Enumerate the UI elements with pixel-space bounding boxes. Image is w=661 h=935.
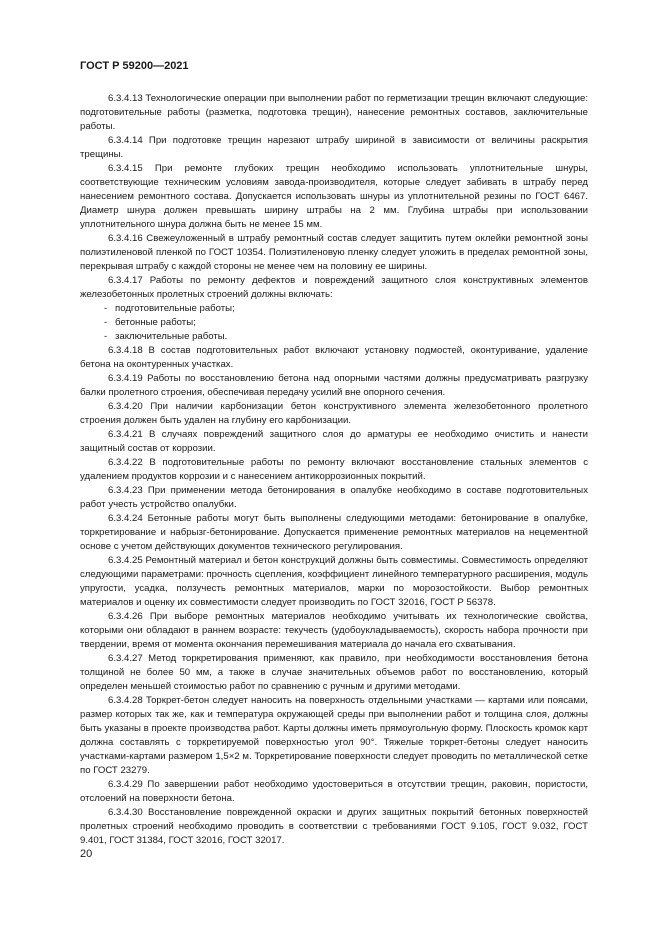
list-item-text: заключительные работы.: [115, 331, 228, 342]
paragraph: 6.3.4.19 Работы по восстановлению бетона над опорными частями должны предусматривать разгрузку балки пролетного строения, обеспечивая передачу усилий вне опорного сечения.: [80, 373, 588, 398]
paragraph: 6.3.4.14 При подготовке трещин нарезают штрабу шириной в зависимости от величины раскрытия трещины.: [80, 135, 588, 160]
paragraph: 6.3.4.17 Работы по ремонту дефектов и повреждений защитного слоя конструктивных элементов железобетонных пролетных строений должны включать:: [80, 275, 588, 300]
page-number: 20: [80, 848, 93, 860]
list-item-text: бетонные работы;: [115, 317, 196, 328]
list-item-text: подготовительные работы;: [115, 303, 235, 314]
paragraph: 6.3.4.25 Ремонтный материал и бетон конструкций должны быть совместимы. Совместимость определяют следующими параметрами: прочность сцепления, коэффициент линейного температурного расширения, модуль упругости, усадка, ползучесть ремонтных материалов, марки по морозостойкости. Выбор ремонтных материалов и оценку их совместимости следует производить по ГОСТ 32016, ГОСТ Р 56378.: [80, 555, 588, 608]
paragraph: 6.3.4.30 Восстановление поврежденной окраски и других защитных покрытий бетонных поверхностей пролетных строений необходимо проводить в соответствии с требованиями ГОСТ 9.105, ГОСТ 9.032, ГОСТ 9.401, ГОСТ 31384, ГОСТ 32016, ГОСТ 32017.: [80, 807, 588, 846]
dash-bullet: -: [104, 331, 108, 342]
paragraph: 6.3.4.15 При ремонте глубоких трещин необходимо использовать уплотнительные шнуры, соответствующие техническим условиям завода-производителя, которые следует забивать в штрабу перед нанесением ремонтного состава. Допускается использовать шнуры из уплотнительной резины по ГОСТ 6467. Диаметр шнура должен превышать ширину штрабы на 2 мм. Глубина штрабы при использовании уплотнительного шнура должна быть не менее 15 мм.: [80, 163, 588, 230]
dash-bullet: -: [104, 317, 108, 328]
paragraph: 6.3.4.22 В подготовительные работы по ремонту включают восстановление стальных элементов с удалением продуктов коррозии и с нанесением антикоррозионных покрытий.: [80, 457, 588, 482]
document-header: ГОСТ Р 59200—2021: [80, 60, 189, 72]
paragraph: 6.3.4.16 Свежеуложенный в штрабу ремонтный состав следует защитить путем оклейки ремонтной зоны полиэтиленовой пленкой по ГОСТ 10354. Полиэтиленовую пленку следует уложить в пределах ремонтной зоны, перекрывая штрабу с каждой стороны не менее чем на половину ее ширины.: [80, 233, 588, 272]
paragraph: 6.3.4.28 Торкрет-бетон следует наносить на поверхность отдельными участками — картами или поясами, размер которых так же, как и температура окружающей среды при выполнении работ и толщина слоя, должны быть указаны в проекте производства работ. Карты должны иметь прямоугольную форму. Плоскость кромок карт должна составлять с торкретируемой поверхностью угол 90°. Тяжелые торкрет-бетоны следует наносить участками-картами размером 1,5×2 м. Торкретирование поверхности следует проводить по металлической сетке по ГОСТ 23279.: [80, 695, 588, 776]
paragraph: 6.3.4.27 Метод торкретирования применяют, как правило, при необходимости восстановления бетона толщиной не более 50 мм, а также в случае значительных объемов работ по восстановлению, который определен меньшей стоимостью работ по сравнению с ручным и другими методами.: [80, 653, 588, 692]
paragraph: 6.3.4.20 При наличии карбонизации бетон конструктивного элемента железобетонного пролетного строения должен быть удален на глубину его карбонизации.: [80, 401, 588, 426]
paragraph: 6.3.4.26 При выборе ремонтных материалов необходимо учитывать их технологические свойства, которыми они обладают в раннем возрасте: текучесть (удобоукладываемость), скорость набора прочности при твердении, время от момента окончания перемешивания материала до начала его схватывания.: [80, 611, 588, 650]
paragraph: 6.3.4.13 Технологические операции при выполнении работ по герметизации трещин включают следующие: подготовительные работы (разметка, подготовка трещин), нанесение ремонтных составов, заключительные работы.: [80, 93, 588, 132]
paragraph: 6.3.4.18 В состав подготовительных работ включают установку подмостей, оконтуривание, удаление бетона на оконтуренных участках.: [80, 345, 588, 370]
paragraph: 6.3.4.24 Бетонные работы могут быть выполнены следующими методами: бетонирование в опалубке, торкретирование и набрызг-бетонирование. Допускается применение ремонтных материалов на нецементной основе с учетом действующих документов технического регулирования.: [80, 513, 588, 552]
paragraph: 6.3.4.29 По завершении работ необходимо удостовериться в отсутствии трещин, раковин, пористости, отслоений на поверхности бетона.: [80, 779, 588, 804]
list-item: [80, 316, 588, 330]
list-item: [80, 330, 588, 344]
document-body: [80, 92, 588, 848]
paragraph: 6.3.4.23 При применении метода бетонирования в опалубке необходимо в составе подготовительных работ учесть устройство опалубки.: [80, 485, 588, 510]
list-item: [80, 302, 588, 316]
dash-bullet: -: [104, 303, 108, 314]
paragraph: 6.3.4.21 В случаях повреждений защитного слоя до арматуры ее необходимо очистить и нанести защитный состав от коррозии.: [80, 429, 588, 454]
